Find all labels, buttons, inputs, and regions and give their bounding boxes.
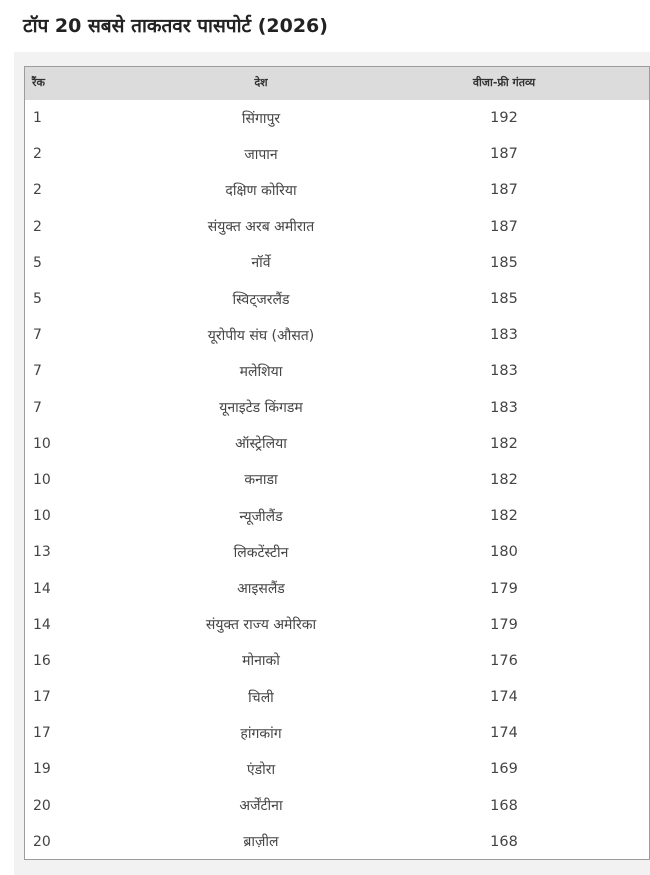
visa-free-count-cell: 187 xyxy=(490,146,518,163)
table-body xyxy=(25,100,650,860)
country-cell: संयुक्त अरब अमीरात xyxy=(207,219,315,236)
visa-free-count-cell: 182 xyxy=(490,508,518,525)
table-row xyxy=(25,751,650,787)
rank-cell: 10 xyxy=(33,435,51,452)
rank-cell: 13 xyxy=(33,544,51,561)
visa-free-count-cell: 169 xyxy=(490,761,518,778)
rank-cell: 5 xyxy=(33,254,42,271)
country-cell: नॉर्वे xyxy=(251,255,271,272)
visa-free-count-cell: 187 xyxy=(490,218,518,235)
visa-free-count-cell: 182 xyxy=(490,435,518,452)
table-header-row xyxy=(25,67,650,100)
country-cell: यूनाइटेड किंगडम xyxy=(219,400,303,417)
visa-free-count-cell: 174 xyxy=(490,725,518,742)
rank-cell: 16 xyxy=(33,652,51,669)
visa-free-count-cell: 179 xyxy=(490,616,518,633)
visa-free-count-cell: 168 xyxy=(490,833,518,850)
table-header xyxy=(25,67,650,100)
table-row xyxy=(25,426,650,462)
table-row xyxy=(25,498,650,534)
country-cell: चिली xyxy=(248,689,274,706)
page-title: टॉप 20 सबसे ताकतवर पासपोर्ट (2026) xyxy=(23,15,328,37)
country-cell: एंडोरा xyxy=(246,761,276,778)
rank-cell: 7 xyxy=(33,363,42,380)
country-cell: ब्राज़ील xyxy=(243,834,279,851)
rank-cell: 14 xyxy=(33,580,51,597)
country-cell: लिकटेंस्टीन xyxy=(233,544,289,561)
rank-cell: 5 xyxy=(33,291,42,308)
rank-cell: 1 xyxy=(33,110,42,127)
rank-cell: 20 xyxy=(33,797,51,814)
rank-cell: 14 xyxy=(33,616,51,633)
rank-cell: 2 xyxy=(33,182,42,199)
table-row xyxy=(25,715,650,751)
rank-cell: 7 xyxy=(33,399,42,416)
visa-free-count-cell: 192 xyxy=(490,110,518,127)
visa-free-count-cell: 183 xyxy=(490,399,518,416)
rank-cell: 2 xyxy=(33,218,42,235)
country-cell: संयुक्त राज्य अमेरिका xyxy=(205,617,317,634)
table-row xyxy=(25,570,650,606)
table-row xyxy=(25,679,650,715)
visa-free-count-cell: 182 xyxy=(490,471,518,488)
country-cell: सिंगापुर xyxy=(241,110,281,127)
visa-free-count-cell: 187 xyxy=(490,182,518,199)
rank-cell: 17 xyxy=(33,689,51,706)
rank-cell: 7 xyxy=(33,327,42,344)
country-cell: मलेशिया xyxy=(239,363,283,380)
country-cell: आइसलैंड xyxy=(237,581,285,598)
rank-cell: 19 xyxy=(33,761,51,778)
visa-free-count-cell: 180 xyxy=(490,544,518,561)
rank-cell: 20 xyxy=(33,833,51,850)
visa-free-count-cell: 168 xyxy=(490,797,518,814)
column-header-visa-free-destinations[interactable]: वीजा-फ्री गंतव्य xyxy=(472,76,536,89)
table-row xyxy=(25,534,650,570)
table-row xyxy=(25,643,650,679)
table-row xyxy=(25,172,650,208)
rank-cell: 10 xyxy=(33,471,51,488)
table-row xyxy=(25,462,650,498)
table-row xyxy=(25,824,650,860)
country-cell: मोनाको xyxy=(242,653,280,670)
country-cell: अर्जेंटीना xyxy=(239,798,283,815)
table-row xyxy=(25,353,650,389)
country-cell: स्विट्जरलैंड xyxy=(232,291,290,308)
passport-ranking-table xyxy=(25,67,650,860)
visa-free-count-cell: 174 xyxy=(490,689,518,706)
country-cell: यूरोपीय संघ (औसत) xyxy=(207,327,315,344)
country-cell: दक्षिण कोरिया xyxy=(225,182,297,199)
visa-free-count-cell: 183 xyxy=(490,327,518,344)
column-header-rank[interactable]: रैंक xyxy=(32,76,45,89)
rank-cell: 10 xyxy=(33,508,51,525)
country-cell: ऑस्ट्रेलिया xyxy=(235,436,287,453)
table-row xyxy=(25,100,650,136)
table-row xyxy=(25,281,650,317)
country-cell: न्यूजीलैंड xyxy=(239,508,283,525)
table-row xyxy=(25,209,650,245)
country-cell: जापान xyxy=(244,146,278,163)
table-row xyxy=(25,245,650,281)
rank-cell: 2 xyxy=(33,146,42,163)
rank-cell: 17 xyxy=(33,725,51,742)
column-header-country[interactable]: देश xyxy=(254,76,268,89)
table-container[interactable] xyxy=(14,52,650,875)
visa-free-count-cell: 185 xyxy=(490,291,518,308)
table-row xyxy=(25,607,650,643)
visa-free-count-cell: 179 xyxy=(490,580,518,597)
table-row xyxy=(25,788,650,824)
country-cell: कनाडा xyxy=(244,472,278,489)
visa-free-count-cell: 185 xyxy=(490,254,518,271)
country-cell: हांगकांग xyxy=(240,725,282,742)
passport-table-frame xyxy=(24,66,650,860)
table-row xyxy=(25,136,650,172)
table-row xyxy=(25,317,650,353)
visa-free-count-cell: 176 xyxy=(490,652,518,669)
table-row xyxy=(25,390,650,426)
visa-free-count-cell: 183 xyxy=(490,363,518,380)
